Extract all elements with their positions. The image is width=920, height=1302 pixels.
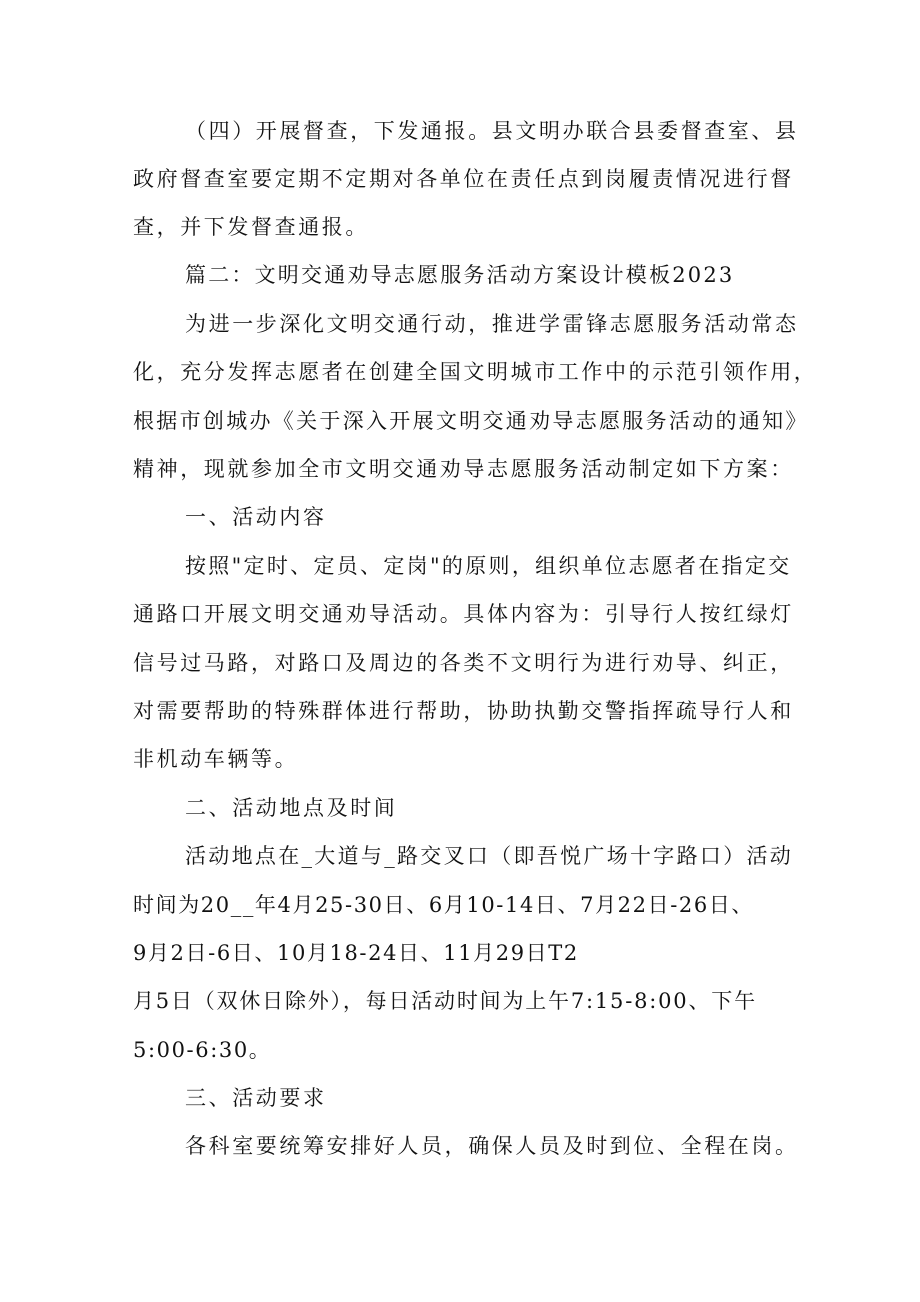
intro-line-1: 为进一步深化文明交通行动，推进学雷锋志愿服务活动常态 [185, 312, 799, 336]
chapter-title: 篇二：文明交通劝导志愿服务活动方案设计模板2023 [185, 263, 735, 287]
content-line-2: 通路口开展文明交通劝导活动。具体内容为：引导行人按红绿灯 [133, 602, 794, 626]
content-line-4: 对需要帮助的特殊群体进行帮助，协助执勤交警指挥疏导行人和 [133, 699, 794, 723]
content-line-3: 信号过马路，对路口及周边的各类不文明行为进行劝导、纠正， [133, 651, 794, 675]
location-line-3: 9月2日-6日、10月18-24日、11月29日T2 [133, 941, 579, 965]
intro-line-2: 化，充分发挥志愿者在创建全国文明城市工作中的示范引领作用， [133, 360, 818, 384]
content-line-5: 非机动车辆等。 [133, 747, 299, 771]
paragraph-supervision-line-3: 查，并下发督查通报。 [133, 215, 369, 239]
location-line-1: 活动地点在_大道与_路交叉口（即吾悦广场十字路口）活动 [185, 844, 794, 868]
location-line-4: 月5日（双休日除外），每日活动时间为上午7:15-8:00、下午 [133, 989, 757, 1013]
section-heading-requirements: 三、活动要求 [185, 1086, 327, 1110]
requirements-line-1: 各科室要统筹安排好人员，确保人员及时到位、全程在岗。 [185, 1134, 799, 1158]
section-heading-content: 一、活动内容 [185, 505, 327, 529]
paragraph-supervision-line-2: 政府督查室要定期不定期对各单位在责任点到岗履责情况进行督 [133, 167, 794, 191]
paragraph-supervision-line-1: （四）开展督查，下发通报。县文明办联合县委督查室、县 [185, 119, 799, 143]
location-line-2: 时间为20__年4月25-30日、6月10-14日、7月22日-26日、 [133, 893, 755, 917]
location-line-5: 5:00-6:30。 [133, 1038, 272, 1062]
intro-line-3: 根据市创城办《关于深入开展文明交通劝导志愿服务活动的通知》 [133, 409, 809, 433]
intro-line-4: 精神，现就参加全市文明交通劝导志愿服务活动制定如下方案： [133, 457, 794, 481]
section-heading-location-time: 二、活动地点及时间 [185, 796, 398, 820]
content-line-1: 按照"定时、定员、定岗"的原则，组织单位志愿者在指定交 [185, 554, 792, 578]
